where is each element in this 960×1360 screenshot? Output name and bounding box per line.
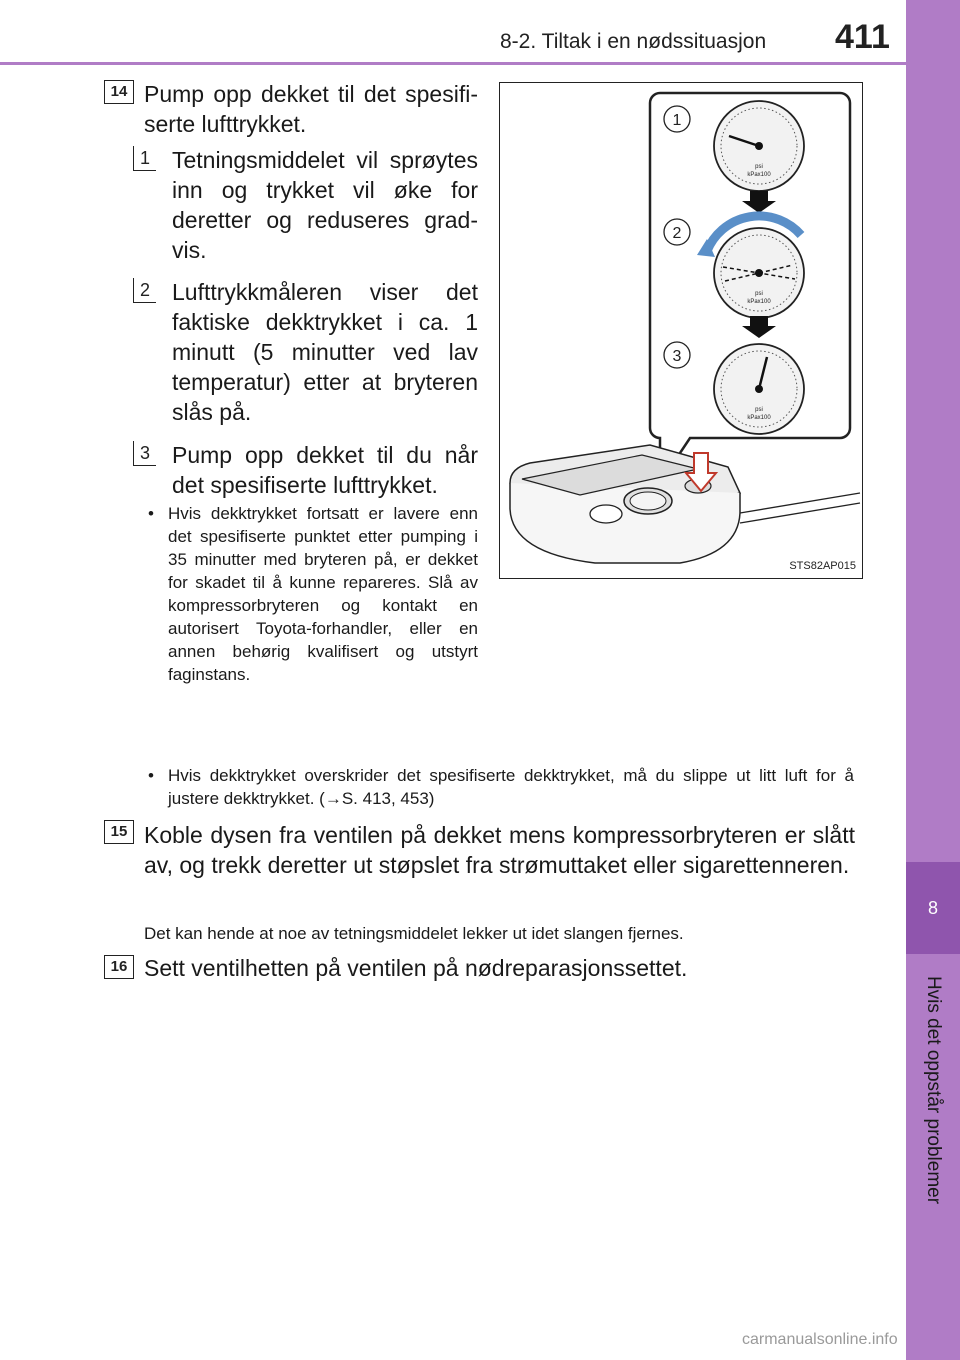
pressure-gauge-3 (714, 344, 804, 434)
section-title: 8-2. Tiltak i en nødssituasjon (500, 30, 767, 53)
svg-text:kPax100: kPax100 (747, 415, 771, 421)
callout-circle-2 (664, 219, 690, 245)
header-rule (0, 62, 906, 65)
chapter-number: 8 (906, 862, 960, 954)
svg-text:psi: psi (755, 291, 763, 297)
step-14-text: Pump opp dekket til det spesifiserte lufttrykket. (144, 81, 478, 137)
watermark: carmanualsonline.info (742, 1331, 898, 1348)
bullet-item: • Hvis dekktrykket fortsatt er lavere enn det spesifiserte punktet etter pumping i 35 minutter med bryteren på, er dekket for skadet til å kunne repareres. Slå av kompressorbryteren og kontakt en autorisert Toyota-forhandler, eller en annen behørig kvalifisert og utstyrt faginstans. (148, 504, 478, 684)
step-badge-14: 14 (104, 80, 134, 104)
step-badge-15: 15 (104, 820, 134, 844)
substep-number-3: 3 (133, 441, 156, 466)
svg-text:2: 2 (672, 225, 682, 242)
substep-1-text: Tetningsmiddelet vil sprøytes inn og trykket vil øke for deretter og reduseres gradvis. (172, 147, 478, 263)
bullet-text-1: Hvis dekktrykket fortsatt er lavere enn det spesifiserte punktet etter pumping i 35 minutter med bryteren på, er dekket for skadet til å kunne repareres. Slå av kompressorbryteren og kontakt en autorisert Toyota-forhandler, eller en annen behørig kvalifisert og utstyrt faginstans. (168, 504, 478, 684)
svg-text:3: 3 (672, 348, 682, 365)
substep-3-text: Pump opp dekket til du når det spesifiserte lufttrykket. (172, 442, 478, 498)
pressure-gauge-1 (714, 101, 804, 191)
step-15-note: Det kan hende at noe av tetningsmiddelet lekker ut idet slangen fjernes. (144, 924, 684, 943)
bullet-item: • Hvis dekktrykket overskrider det spesifiserte dekktrykket, må du slippe ut litt luft for å justere dekktrykket. (→S. 413, 453) (148, 766, 854, 808)
callout-circle-1 (664, 106, 690, 132)
step-16-text: Sett ventilhetten på ventilen på nødreparasjonssettet. (144, 955, 688, 981)
svg-text:psi: psi (755, 164, 763, 170)
illustration-svg (500, 83, 862, 578)
callout-circle-3 (664, 342, 690, 368)
svg-text:kPax100: kPax100 (747, 299, 771, 305)
substep-number-2: 2 (133, 278, 156, 303)
figure-code: STS82AP015 (789, 560, 856, 572)
svg-text:kPax100: kPax100 (747, 172, 771, 178)
svg-text:psi: psi (755, 407, 763, 413)
bullet-text-2: Hvis dekktrykket overskrider det spesifiserte dekktrykket, må du slippe ut litt luft for å justere dekktrykket. (→S. 413, 453) (168, 766, 854, 808)
svg-text:1: 1 (672, 112, 682, 129)
compressor-unit (510, 445, 860, 563)
page-number: 411 (835, 18, 890, 56)
step-badge-16: 16 (104, 955, 134, 979)
chapter-title: Hvis det oppstår problemer (923, 975, 944, 1205)
substep-2-text: Lufttrykkmåleren viser det faktiske dekktrykket i ca. 1 minutt (5 minutter ved lav temperatur) etter at bryteren slås på. (172, 279, 478, 425)
compressor-illustration (499, 82, 863, 579)
step-15-text: Koble dysen fra ventilen på dekket mens kompressorbryteren er slått av, og trekk deretter ut støpslet fra strømuttaket eller sigarettenneren. (144, 822, 855, 878)
substep-number-1: 1 (133, 146, 156, 171)
